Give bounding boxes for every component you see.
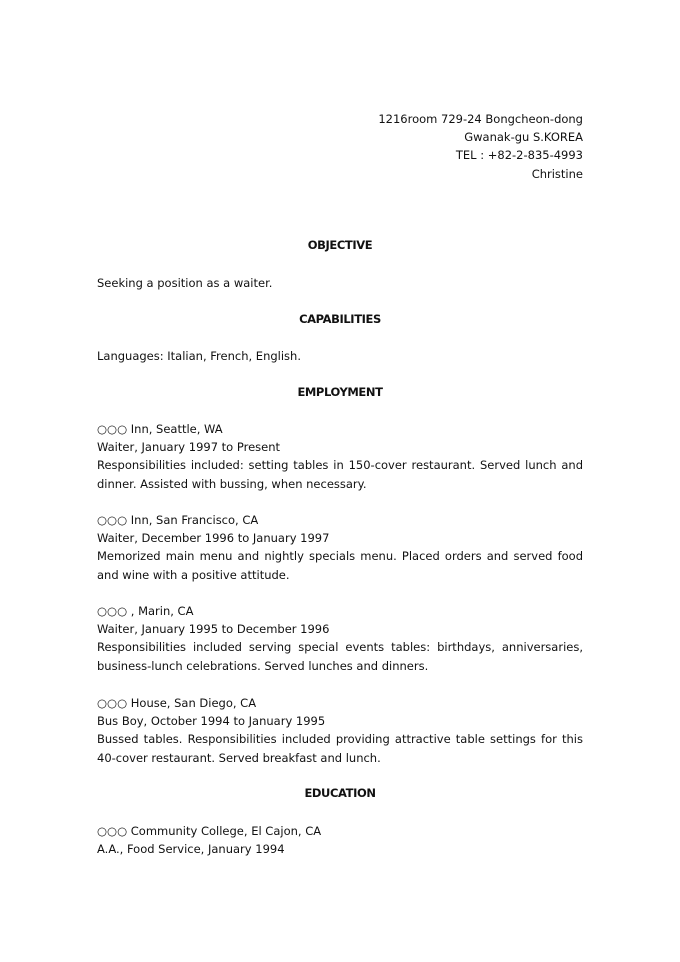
job-place: ○○○ Inn, Seattle, WA [97,422,223,436]
job-description: Memorized main menu and nightly specials menu. Placed orders and served food and wine with a positive attitude. [97,549,583,582]
job-entry-3 [97,602,583,675]
job-description: Responsibilities included: setting tables in 150-cover restaurant. Served lunch and dinner. Assisted with bussing, when necessary. [97,458,583,491]
degree: A.A., Food Service, January 1994 [97,842,285,857]
job-place: ○○○ House, San Diego, CA [97,696,257,710]
job-description: Responsibilities included serving special events tables: birthdays, anniversaries, business-lunch celebrations. Served lunches and dinners. [97,640,583,673]
phone-number: TEL : +82-2-835-4993 [455,148,583,163]
job-entry-4 [97,694,583,767]
applicant-name: Christine [531,166,583,181]
job-role: Waiter, January 1997 to Present [97,440,281,455]
education-entry [97,822,583,858]
job-role: Bus Boy, October 1994 to January 1995 [97,714,326,729]
employment-heading: EMPLOYMENT [297,385,383,399]
education-heading: EDUCATION [304,786,376,800]
contact-block [378,110,583,183]
job-place: ○○○ Inn, San Francisco, CA [97,513,259,527]
job-place: ○○○ , Marin, CA [97,604,194,618]
job-entry-1 [97,420,583,493]
address-line-1: 1216room 729-24 Bongcheon-dong [378,112,583,126]
objective-text: Seeking a position as a waiter. [97,276,273,290]
job-description: Bussed tables. Responsibilities included providing attractive table settings for this 40-cover restaurant. Served breakfast and lunch. [97,732,583,765]
job-entry-2 [97,511,583,584]
job-role: Waiter, January 1995 to December 1996 [97,622,330,637]
objective-heading: OBJECTIVE [307,238,373,252]
address-line-2: Gwanak-gu S.KOREA [464,130,583,145]
school-name: ○○○ Community College, El Cajon, CA [97,824,322,838]
job-role: Waiter, December 1996 to January 1997 [97,531,330,546]
capabilities-heading: CAPABILITIES [299,312,381,326]
capabilities-text: Languages: Italian, French, English. [97,349,301,363]
